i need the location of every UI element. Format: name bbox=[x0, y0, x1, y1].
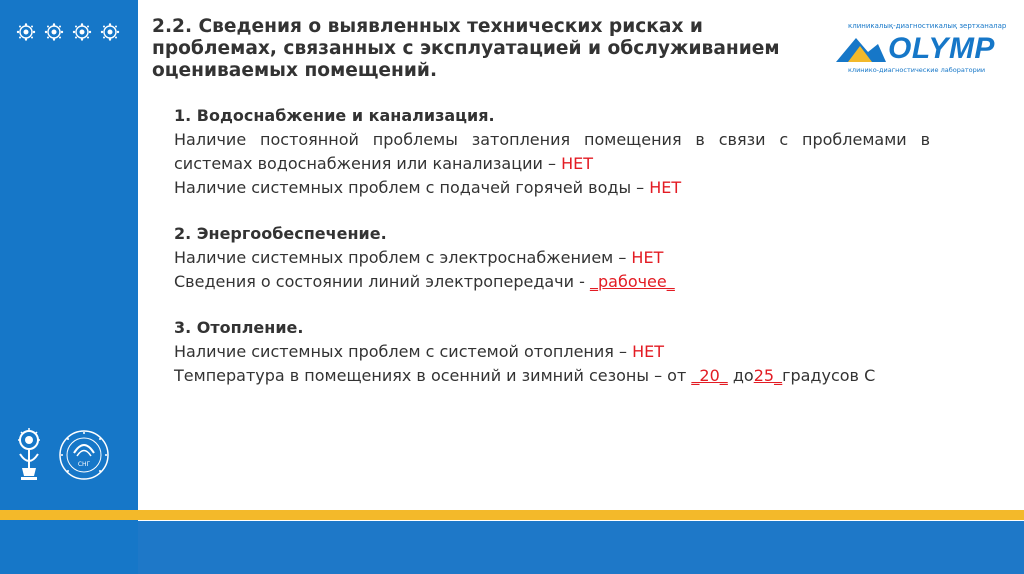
line-text: Наличие системных проблем с подачей горячей воды – bbox=[174, 178, 645, 197]
text-line bbox=[174, 176, 930, 200]
line-text: Наличие постоянной проблемы затопления помещения в связи с проблемами в системах водоснабжения или канализации – bbox=[174, 130, 930, 173]
section-water bbox=[174, 104, 930, 200]
content-body bbox=[174, 104, 930, 410]
logo-bottom-text: клинико-диагностические лаборатории bbox=[848, 66, 986, 74]
temp-from-value: _20_ bbox=[691, 366, 728, 385]
text-line bbox=[174, 364, 930, 388]
temp-to-value: 25_ bbox=[753, 366, 783, 385]
status-value: _рабочее_ bbox=[589, 272, 675, 291]
text-line bbox=[174, 340, 930, 364]
footer-blue-band bbox=[138, 521, 1024, 574]
section-power bbox=[174, 222, 930, 294]
section-heading: 2. Энергообеспечение. bbox=[174, 224, 387, 243]
star-emblem-icon bbox=[42, 22, 66, 42]
star-emblem-icon bbox=[98, 22, 122, 42]
line-text: градусов С bbox=[782, 366, 876, 385]
mountain-logo-icon bbox=[834, 32, 888, 64]
side-emblems bbox=[14, 428, 110, 486]
section-heating bbox=[174, 316, 930, 388]
line-text: до bbox=[732, 366, 754, 385]
svg-text:СНГ: СНГ bbox=[77, 461, 91, 468]
status-value: НЕТ bbox=[649, 178, 682, 197]
text-line bbox=[174, 246, 930, 270]
award-emblem-icon bbox=[14, 428, 44, 486]
status-value: НЕТ bbox=[632, 342, 665, 361]
stars-row bbox=[14, 22, 122, 42]
status-value: НЕТ bbox=[561, 154, 593, 173]
text-line bbox=[174, 270, 930, 294]
logo-wordmark: OLYMP bbox=[888, 32, 995, 65]
line-text: Наличие системных проблем с электроснабжением – bbox=[174, 248, 627, 267]
sidebar bbox=[0, 0, 138, 574]
line-text: Температура в помещениях в осенний и зимний сезоны – от bbox=[174, 366, 687, 385]
section-heading: 3. Отопление. bbox=[174, 318, 304, 337]
status-value: НЕТ bbox=[631, 248, 664, 267]
page-title: 2.2. Сведения о выявленных технических рисках и проблемах, связанных с эксплуатацией и обслуживанием оцениваемых помещений. bbox=[152, 16, 780, 81]
line-text: Сведения о состоянии линий электропередачи - bbox=[174, 272, 585, 291]
cis-seal-icon bbox=[58, 429, 110, 485]
section-heading: 1. Водоснабжение и канализация. bbox=[174, 106, 495, 125]
olymp-logo bbox=[832, 22, 1007, 74]
footer-yellow-stripe bbox=[0, 510, 1024, 520]
logo-top-text: клиникалық-диагностикалық зертханалар bbox=[848, 22, 1007, 30]
star-emblem-icon bbox=[70, 22, 94, 42]
line-text: Наличие системных проблем с системой отопления – bbox=[174, 342, 627, 361]
star-emblem-icon bbox=[14, 22, 38, 42]
text-line bbox=[174, 128, 930, 176]
